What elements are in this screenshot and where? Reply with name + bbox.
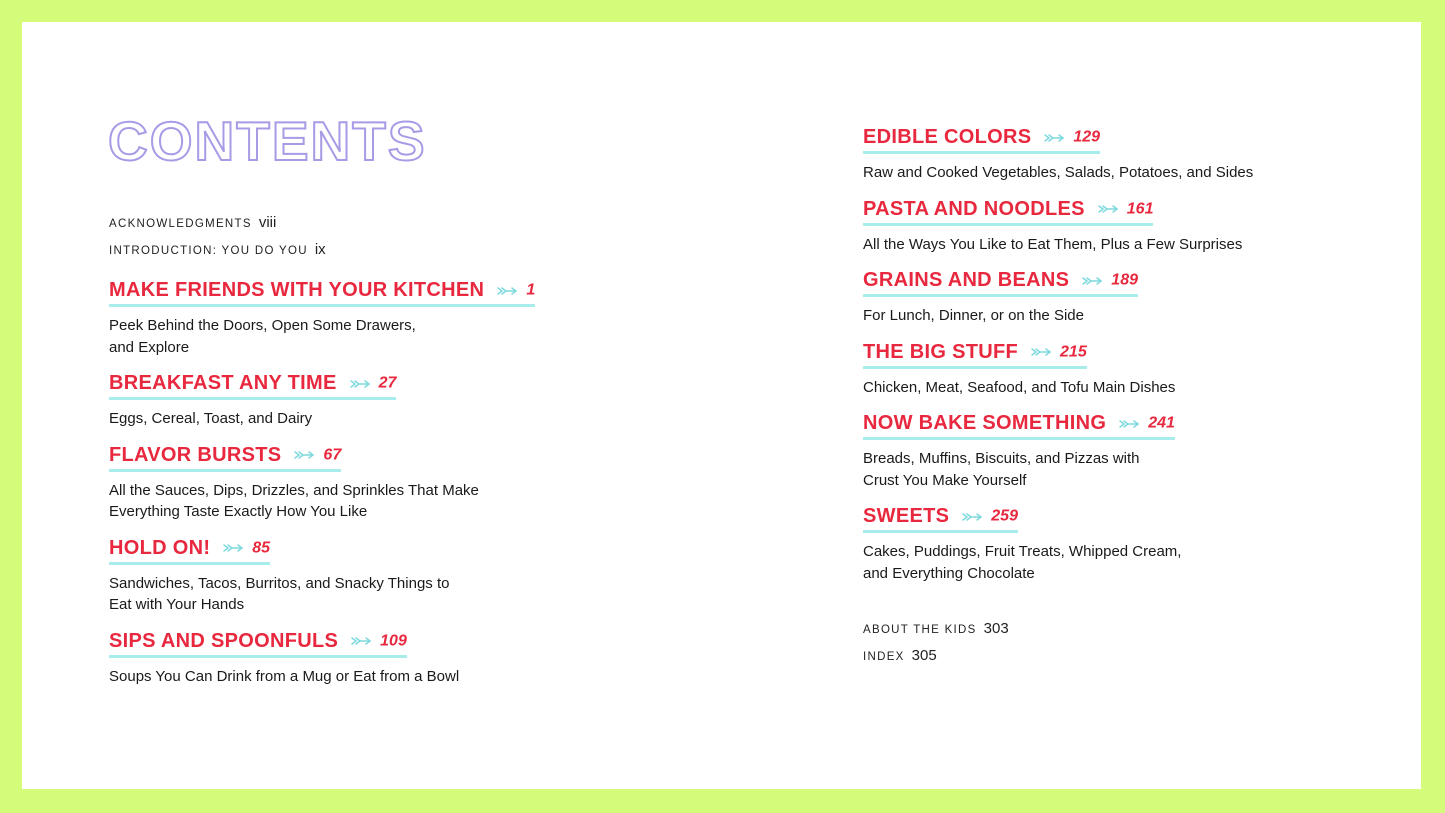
chapter-description: Peek Behind the Doors, Open Some Drawers, and Explore xyxy=(109,317,416,356)
contents-page xyxy=(22,22,1421,789)
chapter-edible-colors[interactable] xyxy=(863,126,1383,184)
chapter-description: Chicken, Meat, Seafood, and Tofu Main Dishes xyxy=(863,378,1176,396)
chapter-pasta-and-noodles[interactable] xyxy=(863,198,1383,256)
chapter-sweets[interactable] xyxy=(863,505,1383,584)
chapter-description: Eggs, Cereal, Toast, and Dairy xyxy=(109,410,313,427)
chapter-page-number: 215 xyxy=(1060,343,1087,360)
chapter-description: Sandwiches, Tacos, Burritos, and Snacky Things to Eat with Your Hands xyxy=(109,574,450,613)
chapter-breakfast-any-time[interactable] xyxy=(109,372,569,430)
double-arrow-icon xyxy=(1118,418,1140,430)
chapter-heading xyxy=(863,126,1100,154)
double-arrow-icon xyxy=(961,511,983,523)
double-arrow-icon xyxy=(1043,132,1065,144)
toc-entry-about-the-kids[interactable] xyxy=(863,618,1383,645)
chapter-heading xyxy=(863,505,1018,533)
chapter-now-bake-something[interactable] xyxy=(863,412,1383,491)
chapter-page-number: 189 xyxy=(1111,271,1138,289)
toc-entry-introduction[interactable] xyxy=(109,239,569,266)
chapter-description: Raw and Cooked Vegetables, Salads, Potatoes, and Sides xyxy=(863,164,1254,181)
chapter-page-number: 241 xyxy=(1148,414,1175,432)
chapter-title: MAKE FRIENDS WITH YOUR KITCHEN xyxy=(109,279,485,301)
chapter-heading xyxy=(109,537,270,565)
chapter-page-number: 109 xyxy=(380,632,407,649)
chapter-sips-and-spoonfuls[interactable] xyxy=(109,630,569,688)
chapter-title: SIPS AND SPOONFULS xyxy=(109,629,339,652)
double-arrow-icon xyxy=(293,449,315,461)
chapter-description: All the Sauces, Dips, Drizzles, and Sprinkles That Make Everything Taste Exactly How You Like xyxy=(109,481,479,520)
toc-entry-label: INTRODUCTION: YOU DO YOU xyxy=(109,244,308,257)
double-arrow-icon xyxy=(496,285,518,297)
chapter-description: For Lunch, Dinner, or on the Side xyxy=(863,307,1084,324)
chapter-description: All the Ways You Like to Eat Them, Plus a Few Surprises xyxy=(863,235,1243,253)
chapter-grains-and-beans[interactable] xyxy=(863,269,1383,327)
chapter-title: BREAKFAST ANY TIME xyxy=(109,372,337,394)
toc-entry-index[interactable] xyxy=(863,645,1383,672)
toc-entry-page: viii xyxy=(258,214,277,231)
chapter-heading xyxy=(109,444,341,472)
chapter-title: PASTA AND NOODLES xyxy=(863,197,1085,220)
right-column xyxy=(863,126,1383,671)
chapter-title: EDIBLE COLORS xyxy=(863,126,1032,148)
toc-entry-acknowledgments[interactable] xyxy=(109,212,569,239)
chapter-title: THE BIG STUFF xyxy=(863,340,1019,363)
toc-entry-page: 305 xyxy=(911,646,937,664)
chapter-page-number: 259 xyxy=(991,507,1018,525)
toc-entry-label: ACKNOWLEDGMENTS xyxy=(109,218,252,230)
chapter-hold-on[interactable] xyxy=(109,537,569,616)
toc-entry-page: ix xyxy=(314,240,326,258)
chapter-the-big-stuff[interactable] xyxy=(863,341,1383,399)
chapter-page-number: 85 xyxy=(252,539,271,556)
chapter-title: FLAVOR BURSTS xyxy=(109,443,282,466)
left-column xyxy=(109,212,569,687)
chapter-heading xyxy=(863,412,1175,440)
toc-entry-label: ABOUT THE KIDS xyxy=(863,624,977,636)
chapter-flavor-bursts[interactable] xyxy=(109,444,569,523)
chapter-title: NOW BAKE SOMETHING xyxy=(863,412,1107,434)
chapter-heading xyxy=(863,341,1087,369)
chapter-description: Breads, Muffins, Biscuits, and Pizzas with Crust You Make Yourself xyxy=(863,450,1140,489)
double-arrow-icon xyxy=(349,378,371,390)
double-arrow-icon xyxy=(350,635,372,647)
chapter-title: HOLD ON! xyxy=(109,536,211,559)
toc-entry-page: 303 xyxy=(983,620,1009,637)
chapter-make-friends-with-your-kitchen[interactable] xyxy=(109,279,569,358)
chapter-heading xyxy=(863,269,1138,297)
chapter-title: SWEETS xyxy=(863,505,950,527)
double-arrow-icon xyxy=(1030,346,1052,358)
chapter-heading xyxy=(109,279,535,307)
page-title: CONTENTS xyxy=(108,110,427,172)
chapter-page-number: 129 xyxy=(1073,128,1101,146)
chapter-heading xyxy=(863,198,1153,226)
chapter-page-number: 1 xyxy=(526,281,536,299)
double-arrow-icon xyxy=(1081,275,1103,287)
chapter-description: Soups You Can Drink from a Mug or Eat from a Bowl xyxy=(109,667,460,685)
chapter-description: Cakes, Puddings, Fruit Treats, Whipped Cream, and Everything Chocolate xyxy=(863,543,1182,582)
chapter-page-number: 27 xyxy=(378,374,397,392)
double-arrow-icon xyxy=(222,542,244,554)
chapter-title: GRAINS AND BEANS xyxy=(863,269,1070,291)
back-matter xyxy=(863,618,1383,671)
chapter-heading xyxy=(109,372,396,400)
double-arrow-icon xyxy=(1097,203,1119,215)
chapter-heading xyxy=(109,630,407,658)
chapter-page-number: 161 xyxy=(1126,200,1154,217)
toc-entry-label: INDEX xyxy=(863,650,905,663)
chapter-page-number: 67 xyxy=(323,446,342,463)
